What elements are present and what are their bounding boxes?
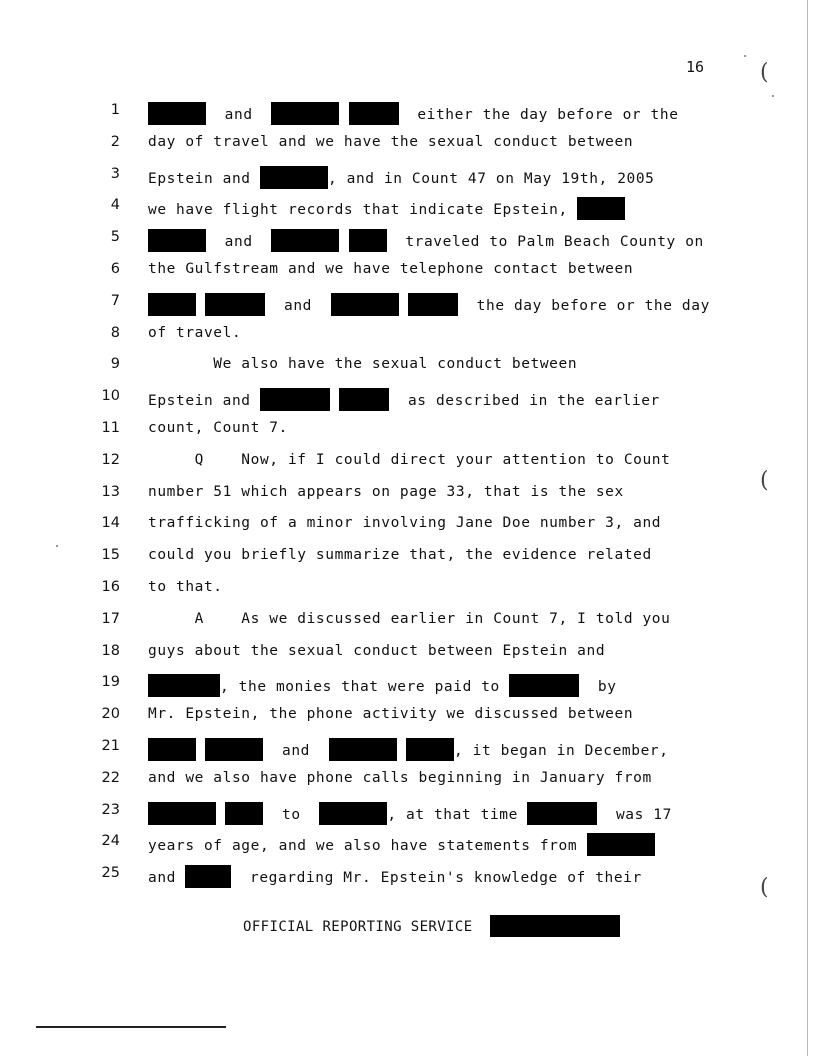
- redaction-block: [509, 674, 579, 697]
- line-number: 25: [101, 865, 120, 882]
- text-segment: [196, 298, 205, 314]
- transcript-line: [0, 770, 816, 802]
- redaction-block: [527, 802, 597, 825]
- line-number: 15: [101, 547, 120, 564]
- text-segment: could you briefly summarize that, the evidence related: [148, 547, 652, 564]
- redaction-block: [148, 802, 216, 825]
- redaction-block: [406, 738, 454, 761]
- redaction-block: [148, 229, 206, 252]
- text-segment: [196, 743, 205, 759]
- line-text: [148, 802, 672, 825]
- transcript-line: [0, 420, 816, 452]
- redaction-block: [339, 388, 389, 411]
- transcript-line: [0, 802, 816, 834]
- margin-mark: (: [760, 60, 769, 85]
- redaction-block: [329, 738, 397, 761]
- text-segment: either the day before or the: [398, 107, 679, 123]
- text-segment: regarding Mr. Epstein's knowledge of their: [231, 870, 642, 887]
- redaction-block: [225, 802, 263, 825]
- redaction-block: [148, 293, 196, 316]
- line-text: [148, 102, 679, 125]
- text-segment: , and in Count 47 on May 19th, 2005: [327, 170, 655, 187]
- line-number: 12: [101, 451, 120, 468]
- redaction-block: [205, 738, 263, 761]
- transcript-line: [0, 197, 816, 229]
- text-segment: was 17: [597, 806, 672, 823]
- transcript-line: [0, 515, 816, 547]
- redaction-block: [148, 674, 220, 697]
- redaction-block: [271, 229, 339, 252]
- line-text: [148, 643, 605, 659]
- scan-speck: [772, 95, 774, 97]
- line-number: 4: [110, 197, 120, 214]
- line-text: [148, 706, 633, 722]
- text-segment: Epstein and: [148, 393, 260, 410]
- line-number: 14: [101, 515, 120, 532]
- transcript-line: [0, 102, 816, 134]
- redaction-block: [148, 102, 206, 125]
- line-number: 7: [110, 292, 120, 309]
- transcript-line: [0, 484, 816, 516]
- text-segment: A As we discussed earlier in Count 7, I told you: [148, 610, 671, 627]
- transcript-line: [0, 865, 816, 897]
- transcript-line: [0, 611, 816, 643]
- text-segment: and: [148, 870, 186, 887]
- redaction-block: [185, 865, 231, 888]
- text-segment: to: [263, 806, 320, 823]
- line-text: [148, 674, 617, 697]
- transcript-line: [0, 261, 816, 293]
- line-number: 18: [101, 642, 120, 659]
- line-number: 22: [101, 769, 120, 786]
- text-segment: Mr. Epstein, the phone activity we discussed between: [148, 706, 634, 723]
- redaction-block: [349, 102, 399, 125]
- text-segment: of travel.: [148, 324, 242, 341]
- text-segment: day of travel and we have the sexual conduct between: [148, 133, 634, 150]
- line-number: 10: [101, 388, 120, 405]
- footer-text: OFFICIAL REPORTING SERVICE: [243, 919, 473, 935]
- text-segment: and we also have phone calls beginning in January from: [148, 769, 652, 786]
- text-segment: [397, 743, 406, 759]
- transcript-line: [0, 547, 816, 579]
- text-segment: the day before or the day: [458, 297, 710, 314]
- line-text: [148, 865, 642, 888]
- text-segment: number 51 which appears on page 33, that is the sex: [148, 483, 624, 500]
- line-text: [148, 325, 241, 341]
- line-text: [148, 166, 655, 189]
- line-text: [148, 388, 660, 411]
- transcript-line: [0, 325, 816, 357]
- line-number: 17: [101, 610, 120, 627]
- line-number: 6: [110, 261, 120, 277]
- transcript-line: [0, 738, 816, 770]
- line-text: [148, 261, 633, 277]
- line-text: [148, 293, 710, 316]
- line-number: 8: [110, 324, 120, 341]
- line-number: 9: [110, 356, 120, 373]
- line-number: 5: [110, 229, 120, 246]
- line-text: [148, 420, 288, 436]
- transcript-line: [0, 643, 816, 675]
- redaction-block: [271, 102, 339, 125]
- line-text: [148, 611, 670, 627]
- text-segment: the Gulfstream and we have telephone contact between: [148, 261, 634, 277]
- line-number: 16: [101, 579, 120, 595]
- footer: [243, 915, 620, 937]
- redaction-block: [148, 738, 196, 761]
- line-text: [148, 356, 577, 372]
- transcript-line: [0, 134, 816, 166]
- text-segment: [399, 298, 408, 314]
- line-text: [148, 833, 655, 856]
- transcript-line: [0, 452, 816, 484]
- line-text: [148, 547, 652, 563]
- text-segment: , at that time: [387, 806, 528, 823]
- transcript-line: [0, 166, 816, 198]
- line-number: 23: [101, 801, 120, 818]
- line-text: [148, 134, 633, 150]
- text-segment: We also have the sexual conduct between: [148, 356, 578, 373]
- line-text: [148, 770, 652, 786]
- redaction-block: [349, 229, 387, 252]
- redaction-block: [587, 833, 655, 856]
- redaction-block: [260, 166, 328, 189]
- text-segment: guys about the sexual conduct between Epstein and: [148, 642, 606, 659]
- transcript-line: [0, 833, 816, 865]
- line-number: 19: [101, 674, 120, 691]
- text-segment: count, Count 7.: [148, 420, 288, 436]
- line-text: [148, 484, 624, 500]
- redaction-block: [331, 293, 399, 316]
- margin-mark: (: [760, 875, 769, 900]
- line-number: 1: [110, 102, 120, 118]
- line-number: 24: [101, 833, 120, 850]
- text-segment: Q Now, if I could direct your attention to Count: [148, 451, 671, 468]
- line-number: 20: [101, 706, 120, 723]
- text-segment: as described in the earlier: [389, 393, 660, 410]
- text-segment: traveled to Palm Beach County on: [386, 234, 704, 251]
- text-segment: and: [265, 297, 331, 314]
- text-segment: [339, 234, 348, 250]
- line-text: [148, 197, 625, 220]
- text-segment: Epstein and: [148, 170, 260, 187]
- line-number: 13: [101, 483, 120, 500]
- line-text: [148, 452, 670, 468]
- text-segment: by: [579, 679, 617, 696]
- line-number: 3: [110, 165, 120, 182]
- page-number: 16: [686, 58, 705, 76]
- text-segment: we have flight records that indicate Epstein,: [148, 202, 578, 219]
- text-segment: , the monies that were paid to: [220, 679, 510, 696]
- line-number: 21: [101, 738, 120, 754]
- text-segment: to that.: [148, 579, 223, 595]
- text-segment: and: [263, 743, 329, 759]
- line-text: [148, 515, 661, 531]
- line-number: 2: [110, 133, 120, 150]
- redaction-block: [577, 197, 625, 220]
- transcript-line: [0, 579, 816, 611]
- redaction-block: [260, 388, 330, 411]
- redaction-block: [319, 802, 387, 825]
- transcript-line: [0, 356, 816, 388]
- text-segment: years of age, and we also have statements from: [148, 838, 587, 855]
- bottom-rule: [36, 1026, 226, 1028]
- text-segment: [216, 807, 225, 823]
- transcript-line: [0, 674, 816, 706]
- redaction-block: [490, 915, 620, 937]
- text-segment: [330, 393, 339, 409]
- transcript-line: [0, 293, 816, 325]
- text-segment: trafficking of a minor involving Jane Doe number 3, and: [148, 515, 662, 532]
- line-text: [148, 229, 704, 252]
- text-segment: , it began in December,: [454, 743, 669, 759]
- scan-speck: [744, 55, 746, 57]
- redaction-block: [205, 293, 265, 316]
- transcript-line: [0, 388, 816, 420]
- line-text: [148, 738, 669, 761]
- text-segment: [339, 107, 348, 123]
- transcript-line: [0, 706, 816, 738]
- transcript-line: [0, 229, 816, 261]
- text-segment: and: [206, 107, 272, 123]
- line-text: [148, 579, 223, 595]
- redaction-block: [408, 293, 458, 316]
- text-segment: and: [206, 234, 272, 251]
- margin-mark: (: [760, 468, 769, 493]
- line-number: 11: [101, 420, 120, 436]
